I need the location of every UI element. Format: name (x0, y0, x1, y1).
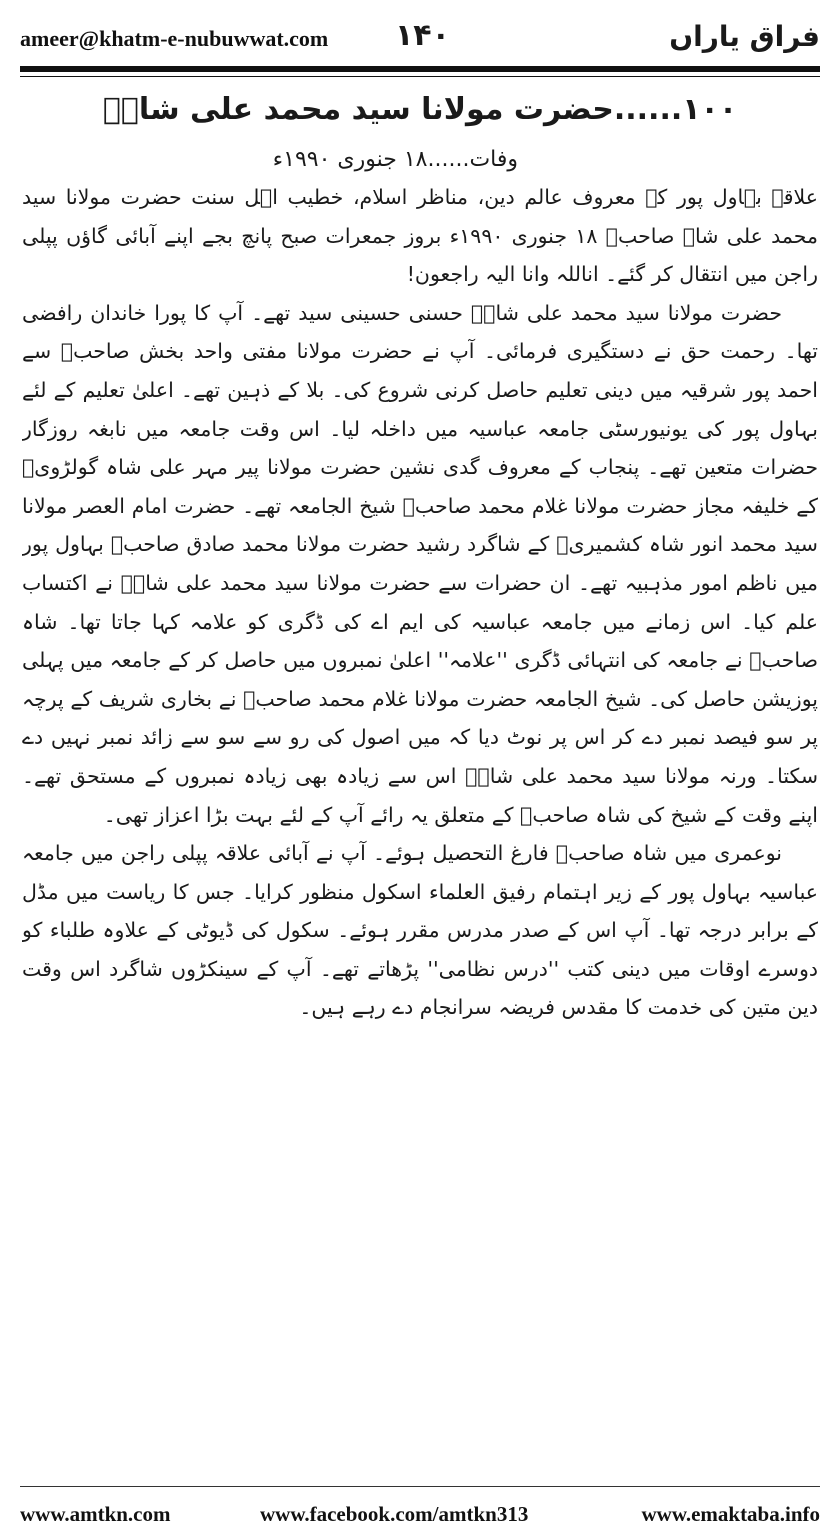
paragraph-3: نوعمری میں شاہ صاحبؒ فارغ التحصیل ہوئے۔ آپ نے آبائی علاقہ پپلی راجن میں جامعہ عباسیہ بہاول پور کے زیر اہتمام رفیق العلماء اسکول منظور کرایا۔ جس کا ریاست میں مڈل کے برابر درجہ تھا۔ آپ اس کے صدر مدرس مقرر ہوئے۔ سکول کی ڈیوٹی کے علاوہ طلباء کو دوسرے اوقات میں دینی کتب ''درس نظامی'' پڑھاتے تھے۔ آپ کے سینکڑوں شاگرد اس وقت دین متین کی خدمت کا مقدس فریضہ سرانجام دے رہے ہیں۔ (22, 841, 818, 1020)
paragraph-1: علاقہ بہاول پور کے معروف عالم دین، مناظر اسلام، خطیب اہل سنت حضرت مولانا سید محمد علی شاہ صاحبؒ ۱۸ جنوری ۱۹۹۰ء بروز جمعرات صبح پانچ بجے اپنے آبائی گاؤں پپلی راجن میں انتقال کر گئے۔ اناللہ وانا الیہ راجعون! (22, 185, 818, 287)
page-header (20, 18, 820, 62)
death-date: وفات......۱۸ جنوری ۱۹۹۰ء (272, 147, 518, 172)
paragraph-2: حضرت مولانا سید محمد علی شاہؒ حسنی حسینی سید تھے۔ آپ کا پورا خاندان رافضی تھا۔ رحمت حق نے دستگیری فرمائی۔ آپ نے حضرت مولانا مفتی واحد بخش صاحبؒ سے احمد پور شرقیہ میں دینی تعلیم حاصل کرنی شروع کی۔ بلا کے ذہین تھے۔ اعلیٰ تعلیم کے لئے بہاول پور کی یونیورسٹی جامعہ عباسیہ میں داخلہ لیا۔ اس وقت جامعہ میں نابغہ روزگار حضرات متعین تھے۔ پنجاب کے معروف گدی نشین حضرت مولانا پیر مہر علی شاہ گولڑویؒ کے خلیفہ مجاز حضرت مولانا غلام محمد صاحبؒ شیخ الجامعہ تھے۔ حضرت امام العصر مولانا سید محمد انور شاہ کشمیریؒ کے شاگرد رشید حضرت مولانا محمد صادق صاحبؒ بہاول پور میں ناظم امور مذہبیہ تھے۔ ان حضرات سے حضرت مولانا سید محمد علی شاہؒ نے اکتساب علم کیا۔ اس زمانے میں جامعہ عباسیہ کی ایم اے کی ڈگری کو علامہ کہا جاتا تھا۔ شاہ صاحبؒ نے جامعہ کی انتہائی ڈگری ''علامہ'' اعلیٰ نمبروں میں حاصل کر کے جامعہ میں پہلی پوزیشن حاصل کی۔ شیخ الجامعہ حضرت مولانا غلام محمد صاحبؒ نے بخاری شریف کے پرچہ پر سو فیصد نمبر دے کر اس پر نوٹ دیا کہ میں اصول کی رو سے سو سے زائد نمبر نہیں دے سکتا۔ ورنہ مولانا سید محمد علی شاہؒ اس سے زیادہ بھی زیادہ نمبروں کے مستحق تھے۔ اپنے وقت کے شیخ کی شاہ صاحبؒ کے متعلق یہ رائے آپ کے لئے بہت بڑا اعزاز تھی۔ (22, 300, 818, 827)
book-title: فراق یاراں (669, 20, 820, 53)
footer-link-facebook[interactable]: www.facebook.com/amtkn313 (260, 1502, 529, 1526)
header-rule-thin (20, 76, 820, 77)
footer-rule (20, 1486, 820, 1487)
article-title: ۱۰۰......حضرت مولانا سید محمد علی شاہؒ (102, 92, 738, 127)
page-number: ۱۴۰ (395, 18, 450, 53)
footer-link-emaktaba[interactable]: www.emaktaba.info (641, 1502, 820, 1526)
footer-link-amtkn[interactable]: www.amtkn.com (20, 1502, 171, 1526)
article-body (22, 92, 818, 1452)
page-footer (20, 1502, 820, 1532)
header-email: ameer@khatm-e-nubuwwat.com (20, 26, 329, 51)
header-rule-thick (20, 66, 820, 72)
